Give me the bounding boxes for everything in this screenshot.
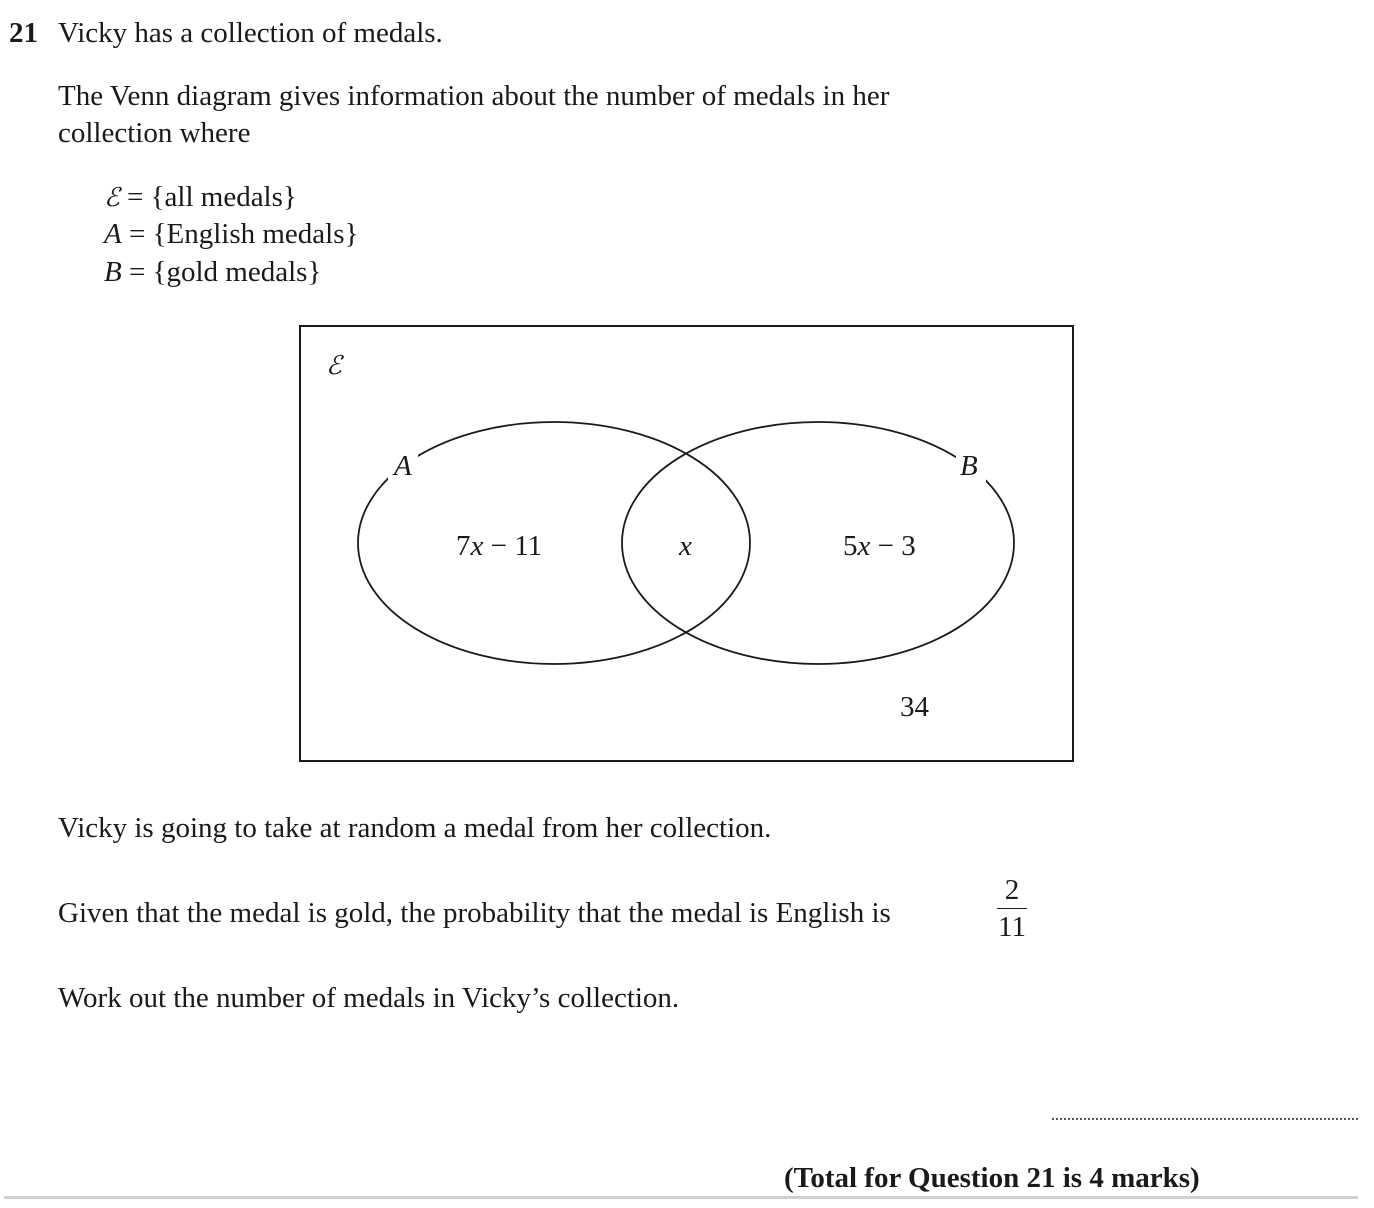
set-a-label: A bbox=[394, 450, 412, 482]
region-outside-label: 34 bbox=[900, 691, 929, 723]
definition-text: = {gold medals} bbox=[121, 256, 322, 288]
set-b-label: B bbox=[960, 450, 978, 482]
task-instruction: Work out the number of medals in Vicky’s collection. bbox=[58, 982, 680, 1014]
bottom-divider bbox=[4, 1196, 1358, 1199]
paragraph-random: Vicky is going to take at random a medal from her collection. bbox=[58, 812, 772, 844]
answer-line[interactable] bbox=[1052, 1118, 1358, 1120]
definition-text: = {all medals} bbox=[119, 181, 297, 213]
description-line-1: The Venn diagram gives information about the number of medals in her bbox=[58, 80, 890, 112]
fraction-bar bbox=[997, 908, 1027, 909]
set-b-symbol: B bbox=[104, 256, 122, 288]
universal-set-symbol: ℰ bbox=[104, 183, 120, 213]
definition-text: = {English medals} bbox=[121, 218, 359, 250]
paragraph-given: Given that the medal is gold, the probability that the medal is English is bbox=[58, 897, 891, 929]
question-intro: Vicky has a collection of medals. bbox=[58, 17, 443, 49]
fraction-denominator: 11 bbox=[998, 911, 1026, 943]
description-line-2: collection where bbox=[58, 117, 251, 149]
probability-fraction bbox=[995, 874, 1029, 943]
region-a-only-label: 7x − 11 bbox=[456, 530, 543, 562]
total-marks: (Total for Question 21 is 4 marks) bbox=[784, 1162, 1200, 1194]
set-a-symbol: A bbox=[104, 218, 122, 250]
region-intersection-label: x bbox=[679, 530, 692, 562]
fraction-numerator: 2 bbox=[1004, 874, 1020, 906]
set-a-gap bbox=[372, 400, 766, 644]
question-number: 21 bbox=[9, 17, 38, 49]
region-b-only-label: 5x − 3 bbox=[843, 530, 916, 562]
universal-set-label: ℰ bbox=[326, 351, 342, 381]
